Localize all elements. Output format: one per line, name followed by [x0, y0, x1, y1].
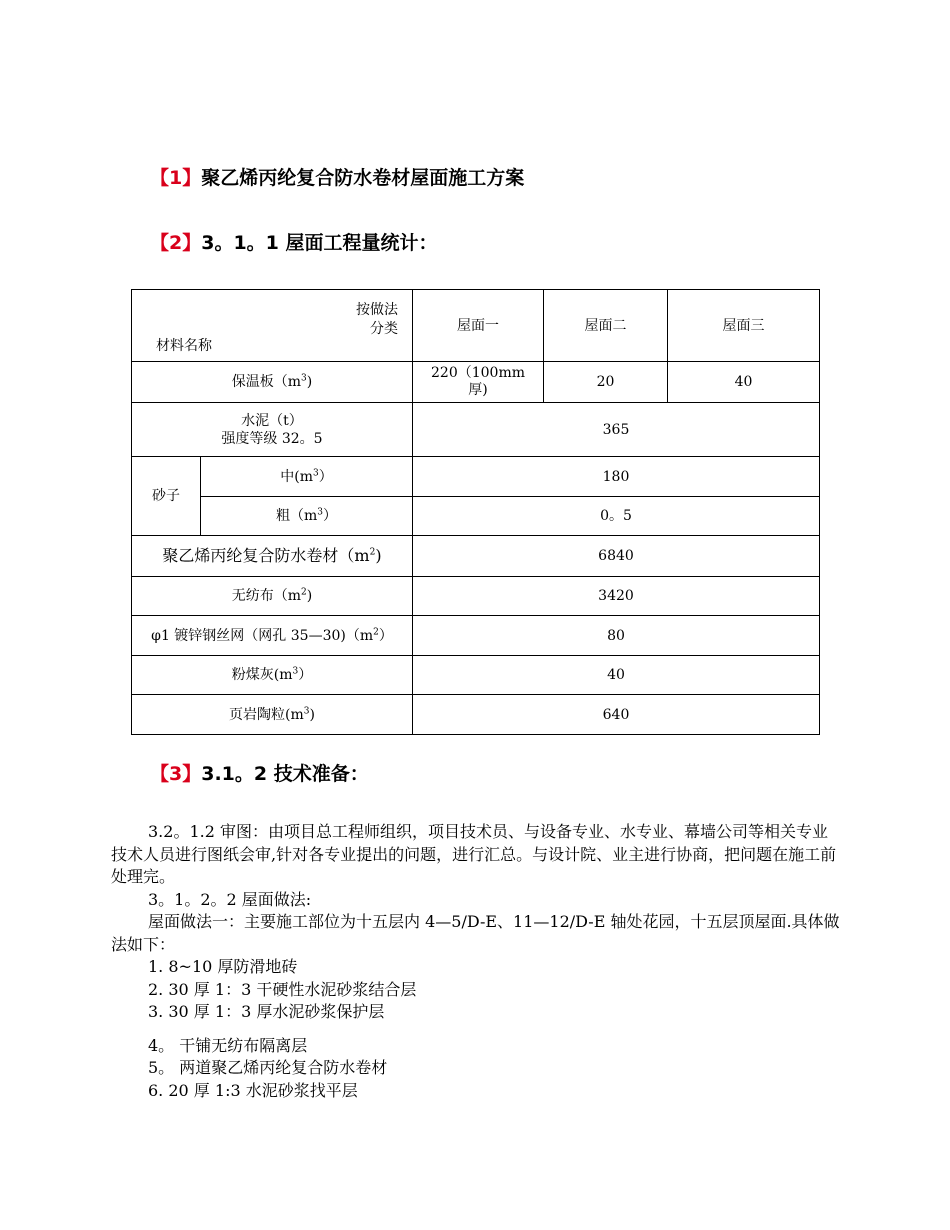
table-row	[132, 403, 820, 457]
cell-value: 3420	[413, 577, 820, 616]
list-item: 5。 两道聚乙烯丙纶复合防水卷材	[148, 1058, 388, 1077]
list-item: 6. 20 厚 1:3 水泥砂浆找平层	[148, 1080, 358, 1100]
cell-value: 20	[544, 362, 668, 403]
cell-value: 40	[668, 362, 820, 403]
paragraph: 屋面做法一：主要施工部位为十五层内 4—5/D-E、11—12/D-E 轴处花园，十五层顶屋面.具体做法如下：	[111, 912, 840, 954]
table-row	[132, 577, 820, 616]
cell-value: 365	[413, 403, 820, 457]
column-header: 屋面二	[544, 290, 668, 362]
row-label: 中$(m^3)$	[201, 457, 413, 497]
cell-value: 640	[413, 695, 820, 735]
heading-number: 【2】	[150, 232, 202, 254]
table-row	[132, 695, 820, 735]
table-row	[132, 616, 820, 656]
row-label: 粉煤灰$(m^3)$	[132, 656, 413, 695]
corner-header-cell	[132, 290, 413, 362]
cell-value: 40	[413, 656, 820, 695]
heading-3	[150, 759, 369, 786]
heading-text: 3。1。1 屋面工程量统计：	[201, 232, 438, 254]
body-text	[111, 821, 841, 1102]
row-group-label: 砂子	[132, 457, 201, 536]
cell-value: 0。5	[413, 497, 820, 536]
list-item: 1. 8~10 厚防滑地砖	[148, 957, 298, 976]
heading-number: 【3】	[150, 763, 202, 785]
row-label: 水泥（t） 强度等级 32。5	[132, 403, 413, 457]
heading-2	[150, 228, 438, 255]
row-label: 页岩陶粒$(m^3)$	[132, 695, 413, 735]
heading-text: 3.1。2 技术准备：	[201, 763, 369, 785]
row-label: φ1 镀锌钢丝网（网孔 $35—30)(m^2)$	[132, 616, 413, 656]
table-row	[132, 457, 820, 497]
table-header-row	[132, 290, 820, 362]
column-header: 屋面一	[413, 290, 544, 362]
cell-value: 220（100mm厚)	[413, 362, 544, 403]
table-row	[132, 362, 820, 403]
list-item: 2. 30 厚 1：3 干硬性水泥砂浆结合层	[148, 979, 417, 999]
table-row	[132, 656, 820, 695]
row-label: 粗$(m^3)$	[201, 497, 413, 536]
list-item: 4。 干铺无纺布隔离层	[148, 1035, 308, 1055]
corner-top-line-1: 按做法	[356, 301, 398, 318]
table-row	[132, 536, 820, 577]
list-item: 3. 30 厚 1：3 厚水泥砂浆保护层	[148, 1002, 385, 1021]
row-label: 无纺布$(m^2)$	[132, 577, 413, 616]
column-header: 屋面三	[668, 290, 820, 362]
paragraph: 3。1。2。2 屋面做法:	[148, 889, 312, 909]
paragraph: 3.2。1.2 审图：由项目总工程师组织，项目技术员、与设备专业、水专业、幕墙公司等相关专业技术人员进行图纸会审,针对各专业提出的问题，进行汇总。与设计院、业主进行协商，把问题在施工前处理完。	[111, 822, 837, 886]
table-row	[132, 497, 820, 536]
corner-top-line-2: 分类	[370, 320, 398, 337]
cell-value: 80	[413, 616, 820, 656]
heading-number: 【1】	[150, 167, 202, 189]
row-label: 聚乙烯丙纶复合防水卷材$(m^2)$	[132, 536, 413, 577]
cell-value: 180	[413, 457, 820, 497]
corner-bottom-label: 材料名称	[156, 337, 212, 354]
row-label: 保温板$(m^3)$	[132, 362, 413, 403]
heading-text: 聚乙烯丙纶复合防水卷材屋面施工方案	[201, 167, 525, 189]
cell-value: 6840	[413, 536, 820, 577]
quantity-table	[131, 289, 820, 735]
heading-1	[150, 163, 524, 190]
